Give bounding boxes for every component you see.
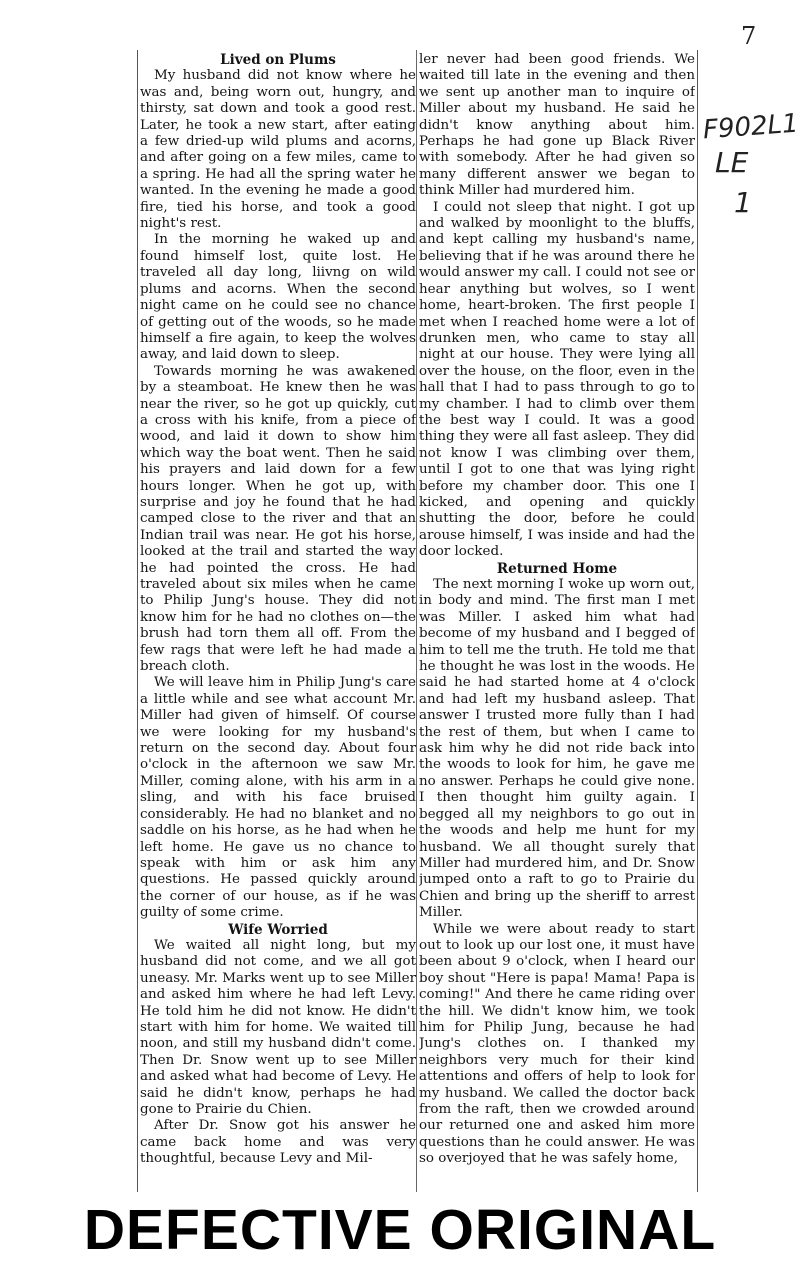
paragraph: My husband did not know where he was and, being worn out, hungry, and thirsty, sat down and took a good rest. Later, he took a new start, after eating a few dried-up wild plums and acorns, and after going on a few miles, came to a spring. He had all the spring water he wanted. In the evening he made a good fire, tied his horse, and took a good night's rest. <box>140 68 416 232</box>
margin-note-code: F902L1 <box>702 108 800 146</box>
section-heading: Lived on Plums <box>220 52 336 68</box>
article-column-right <box>419 52 695 1192</box>
column-rule-middle <box>416 50 417 1192</box>
article-column-left <box>140 52 416 1192</box>
paragraph: ler never had been good friends. We waited till late in the evening and then we sent up another man to inquire of Miller about my husband. He said he didn't know anything about him. Perhaps he had gone up Black River with somebody. After he had given so many different answer we began to think Miller had murdered him. <box>419 52 695 199</box>
paragraph: I could not sleep that night. I got up and walked by moonlight to the bluffs, and kept calling my husband's name, believing that if he was around there he would answer my call. I could not see or hear anything but wolves, so I went home, heart-broken. The first people I met when I reached home were a lot of drunken men, who came to stay all night at our house. They were lying all over the house, on the floor, even in the hall that I had to pass through to go to my chamber. I had to climb over them the best way I could. It was a good thing they were all fast asleep. They did not know I was climbing over them, until I got to one that was lying right before my chamber door. This one I kicked, and opening and quickly shutting the door, before he could arouse himself, I was inside and had the door locked. <box>419 199 695 560</box>
paragraph: After Dr. Snow got his answer he came back home and was very thoughtful, because Levy and Mil- <box>140 1118 416 1167</box>
defective-original-stamp: DEFECTIVE ORIGINAL <box>83 1198 717 1262</box>
section-heading: Wife Worried <box>228 921 328 938</box>
column-rule-right <box>697 50 698 1192</box>
margin-note-number: 1 <box>734 186 752 219</box>
page-number: 7 <box>741 22 757 50</box>
margin-note-initials: LE <box>715 146 749 179</box>
column-rule-left <box>137 50 138 1192</box>
section-heading: Returned Home <box>496 560 618 577</box>
paragraph: In the morning he waked up and found himself lost, quite lost. He traveled all day long, liivng on wild plums and acorns. When the second night came on he could see no chance of getting out of the woods, so he made himself a fire again, to keep the wolves away, and laid down to sleep. <box>140 232 416 363</box>
paragraph: Towards morning he was awakened by a steamboat. He knew then he was near the river, so he got up quickly, cut a cross with his knife, from a piece of wood, and laid it down to show him which way the boat went. Then he said his prayers and laid down for a few hours longer. When he got up, with surprise and joy he found that he had camped close to the river and that an Indian trail was near. He got his horse, looked at the trail and started the way he had pointed the cross. He had traveled about six miles when he came to Philip Jung's house. They did not know him for he had no clothes on—the brush had torn them all off. From the few rags that were left he had made a breach cloth. <box>140 363 416 675</box>
paragraph: We will leave him in Philip Jung's care a little while and see what account Mr. Miller had given of himself. Of course we were looking for my husband's return on the second day. About four o'clock in the afternoon we saw Mr. Miller, coming alone, with his arm in a sling, and with his face bruised considerably. He had no blanket and no saddle on his horse, as he had when he left home. He gave us no chance to speak with him or ask him any questions. He passed quickly around the corner of our house, as if he was guilty of some crime. <box>140 675 416 921</box>
paragraph: While we were about ready to start out to look up our lost one, it must have been about 9 o'clock, when I heard our boy shout "Here is papa! Mama! Papa is coming!" And there he came riding over the hill. We didn't know him, we took him for Philip Jung, because he had Jung's clothes on. I thanked my neighbors very much for their kind attentions and offers of help to look for my husband. We called the doctor back from the raft, then we crowded around our returned one and asked him more questions than he could answer. He was so overjoyed that he was safely home, <box>419 921 695 1167</box>
paragraph: The next morning I woke up worn out, in body and mind. The first man I met was Miller. I asked him what had become of my husband and I begged of him to tell me the truth. He told me that he thought he was lost in the woods. He said he had started home at 4 o'clock and had left my husband asleep. That answer I trusted more fully than I had the rest of them, but when I came to ask him why he did not ride back into the woods to look for him, he gave me no answer. Perhaps he could give none. I then thought him guilty again. I begged all my neighbors to go out in the woods and help me hunt for my husband. We all thought surely that Miller had murdered him, and Dr. Snow jumped onto a raft to go to Prairie du Chien and bring up the sheriff to arrest Miller. <box>419 577 695 921</box>
paragraph: We waited all night long, but my husband did not come, and we all got uneasy. Mr. Marks went up to see Miller and asked him where he had left Levy. He told him he did not know. He didn't start with him for home. We waited till noon, and still my husband didn't come. Then Dr. Snow went up to see Miller and asked what had become of Levy. He said he didn't know, perhaps he had gone to Prairie du Chien. <box>140 937 416 1117</box>
